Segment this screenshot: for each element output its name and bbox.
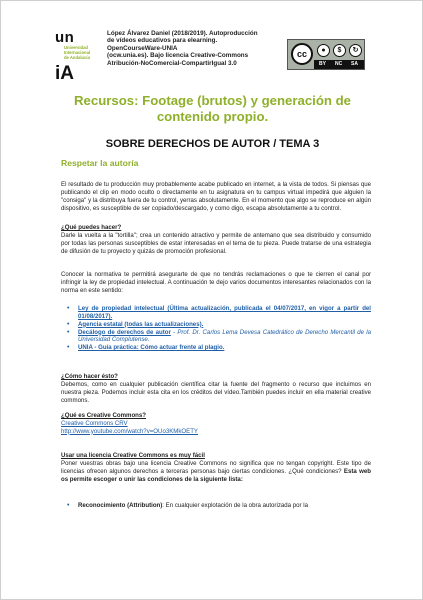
list-item [61, 329, 371, 345]
list-item [61, 321, 371, 329]
logo-caption-1: Universidad [64, 45, 88, 50]
logo-caption [64, 45, 104, 60]
logo-caption-3: de Andalucía [64, 55, 90, 60]
agency-link[interactable]: Agencia estatal (todas las actualizaciones). [78, 320, 204, 328]
list-item [61, 502, 371, 510]
citation-line-5: Atribución-NoComercial-CompartirIgual 3.0 [107, 59, 237, 67]
cc-crv-link[interactable]: Creative Commons CRV [61, 419, 128, 427]
citation-line-2: de vídeos educativos para elearning. [107, 37, 218, 45]
paragraph-1-text: El resultado de tu producción muy probablemente acabe publicado en internet, a la vista de todos. Si piensas que publicando el clip en modo oculto o directamente en tu asignatura en tu campus virtual impedirá que alguien la "consiga" y la distribuya fuera de tu control, yerras absolutamente. En el momento que algo se reproduce en algún dispositivo, es susceptible de ser copiado/descargado, y como digo, escapa absolutamente a tu control. [61, 181, 371, 212]
citation-line-4: (ocw.unia.es). Bajo licencia Creative-Commons [107, 52, 249, 60]
section-heading: Respetar la autoría [61, 158, 139, 168]
citation-block [107, 30, 287, 67]
title-line-1: Recursos: Footage (brutos) y generación de [74, 93, 351, 108]
title-line-2: contenido propio. [156, 109, 269, 124]
question-block-1 [61, 224, 371, 255]
paragraph-2-text: Darle la vuelta a la "tortilla"; crea un contenido atractivo y permite de antemano que sea distribuido y consumido por todas las personas susceptibles de estar interesadas en el tema de tu pieza. Puede tratarse de una estrategia de difusión de tu proyecto y quizás de promoción profesional. [61, 231, 371, 255]
plagiarism-guide-link[interactable]: UNIA - Guía práctica: Cómo actuar frente al plagio. [78, 344, 225, 352]
by-person-icon: ● [317, 44, 330, 57]
paragraph-3-text: Conocer la normativa te permitirá asegurarte de que no tendrás reclamaciones o que te cierren el canal por infringir la ley de propiedad intelectual. A continuación te dejo varios documentos interesantes relacionados con la norma en este sentido: [61, 271, 371, 294]
question-heading-3: ¿Qué es Creative Commons? [61, 412, 146, 419]
citation-line-3: OpenCourseWare-UNIA [107, 44, 178, 52]
paragraph-3 [61, 271, 371, 295]
youtube-link[interactable]: http://www.youtube.com/watch?v=OUo3KMkOETY [61, 427, 198, 435]
cc-license-badge [287, 39, 365, 70]
question-heading-4: Usar una licencia Creative Commons es muy fácil [61, 452, 205, 459]
document-title [61, 93, 364, 125]
paragraph-1 [61, 181, 371, 212]
list-item [61, 344, 371, 352]
nc-dollar-icon: $ [333, 44, 346, 57]
law-link[interactable]: Ley de propiedad intelectual (Última actualización, publicada el 04/07/2017, en vigor a partir del 01/08/2017). [78, 305, 371, 320]
question-heading-2: ¿Cómo hacer ésto? [61, 373, 118, 380]
sa-share-icon: ↻ [349, 44, 362, 57]
links-list [61, 305, 371, 352]
attribution-text: : En cualquier explotación de la obra autorizada por la [162, 502, 308, 509]
section-subtitle: SOBRE DERECHOS DE AUTOR / TEMA 3 [105, 138, 320, 150]
cc-icon: cc [291, 43, 313, 65]
list-item [61, 305, 371, 321]
decalogue-link[interactable]: Decálogo de derechos de autor [78, 328, 171, 336]
logo-caption-2: Internacional [64, 50, 91, 55]
question-heading-1: ¿Qué puedes hacer? [61, 224, 122, 231]
paragraph-4-text: Debemos, como en cualquier publicación científica citar la fuente del fragmento o recurso que incluimos en nuestra pieza. Podemos incluir esta cita en los créditos del vídeo.También puedes incluir en ella material creative commons. [61, 380, 371, 404]
cc-by-label: BY [319, 61, 326, 67]
question-block-2 [61, 373, 371, 404]
question-block-3 [61, 412, 371, 436]
logo-un: un [55, 29, 75, 46]
citation-line-1: López Álvarez Daniel (2018/2019). Autoproducción [107, 30, 258, 37]
question-block-4 [61, 452, 371, 483]
logo-ia: iA [55, 63, 74, 84]
conditions-list [61, 502, 371, 510]
paragraph-5-bold: Esta web os permite escoger o unir las condiciones de la siguiente lista: [61, 467, 371, 483]
attribution-term: Reconocimiento (Attribution) [78, 502, 163, 509]
cc-sa-label: SA [351, 61, 358, 67]
unia-logo [55, 30, 101, 88]
cc-nc-label: NC [335, 61, 343, 67]
paragraph-5-question: ¿Qué condiciones? [288, 467, 342, 475]
paragraph-5-text: Poner vuestras obras bajo una licencia Creative Commons no significa que no tengan copyright. Este tipo de licencias ofrecen algunos derechos a terceras personas bajo ciertas condiciones. [61, 459, 371, 475]
decalogue-author: - Prof. Dr. Carlos Lema Devesa Catedrático de Derecho Mercantil de la Universidad Complutense. [78, 328, 371, 344]
document-header [1, 1, 423, 91]
